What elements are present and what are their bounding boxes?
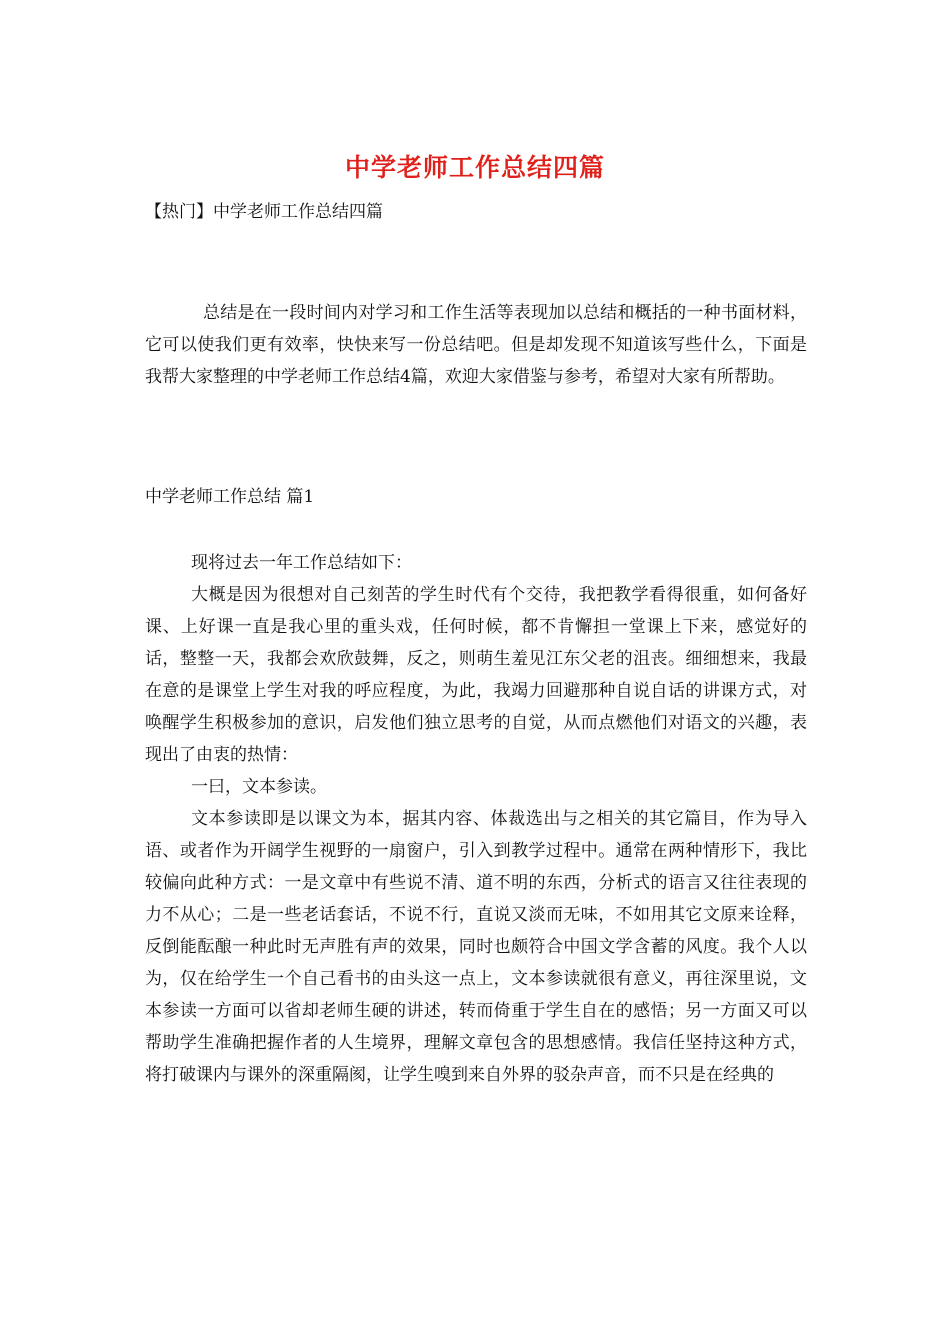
section-heading: 中学老师工作总结 篇1: [145, 487, 315, 507]
paragraph: 大概是因为很想对自己刻苦的学生时代有个交待，我把教学看得很重，如何备好课、上好课一直是我心里的重头戏，任何时候，都不肯懈担一堂课上下来，感觉好的话，整整一天，我都会欢欣鼓舞，反之，则萌生羞见江东父老的沮丧。细细想来，我最在意的是课堂上学生对我的呼应程度，为此，我竭力回避那种自说自话的讲课方式，对唤醒学生积极参加的意识，启发他们独立思考的自觉，从而点燃他们对语文的兴趣，表现出了由衷的热情：: [145, 585, 807, 765]
section-body: [145, 547, 807, 1091]
intro-paragraph: 总结是在一段时间内对学习和工作生活等表现加以总结和概括的一种书面材料，它可以使我们更有效率，快快来写一份总结吧。但是却发现不知道该写些什么，下面是我帮大家整理的中学老师工作总结4篇，欢迎大家借鉴与参考，希望对大家有所帮助。: [145, 303, 807, 387]
document-title: 中学老师工作总结四篇: [344, 153, 605, 182]
document-subtitle: 【热门】中学老师工作总结四篇: [145, 202, 383, 222]
paragraph: 一曰，文本参读。: [191, 777, 327, 797]
paragraph: 现将过去一年工作总结如下：: [191, 553, 412, 573]
paragraph: 文本参读即是以课文为本，据其内容、体裁选出与之相关的其它篇目，作为导入语、或者作为开阔学生视野的一扇窗户，引入到教学过程中。通常在两种情形下，我比较偏向此种方式：一是文章中有些说不清、道不明的东西，分析式的语言又往往表现的力不从心；二是一些老话套话，不说不行，直说又淡而无味，不如用其它文原来诠释，反倒能酝酿一种此时无声胜有声的效果，同时也颇符合中国文学含蓄的风度。我个人以为，仅在给学生一个自己看书的由头这一点上，文本参读就很有意义，再往深里说，文本参读一方面可以省却老师生硬的讲述，转而倚重于学生自在的感悟；另一方面又可以帮助学生准确把握作者的人生境界，理解文章包含的思想感情。我信任坚持这种方式，将打破课内与课外的深重隔阂，让学生嗅到来自外界的驳杂声音，而不只是在经典的: [145, 809, 807, 1085]
